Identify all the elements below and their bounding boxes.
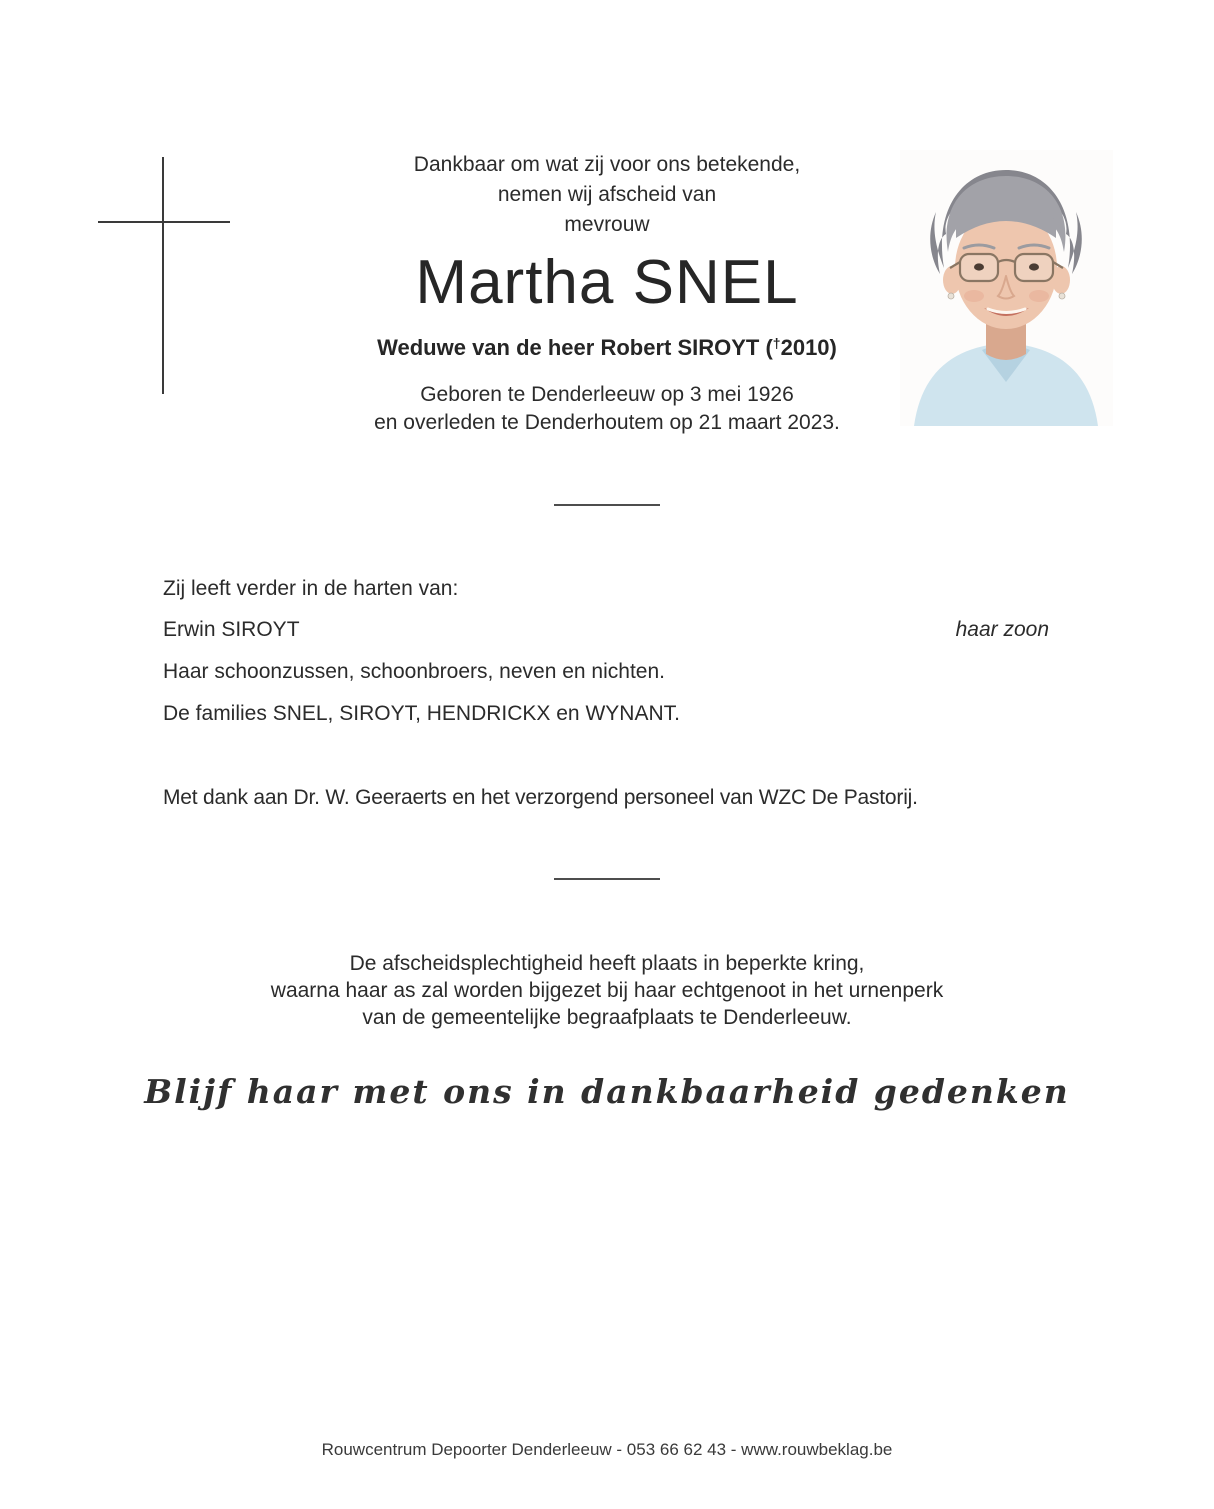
- life-dates: [0, 381, 1214, 437]
- ceremony-text: [0, 950, 1214, 1031]
- widow-line: [0, 335, 1214, 361]
- funeral-home-footer: Rouwcentrum Depoorter Denderleeuw - 053 66 62 43 - www.rouwbeklag.be: [321, 1440, 893, 1459]
- survivors-intro: Zij leeft verder in de harten van:: [163, 577, 459, 600]
- closing-line: Blijf haar met ons in dankbaarheid gedenken: [144, 1072, 1070, 1111]
- widow-line-suffix: 2010): [780, 335, 837, 360]
- thanks-line: Met dank aan Dr. W. Geeraerts en het verzorgend personeel van WZC De Pastorij.: [163, 786, 918, 809]
- survivors-families-line: De families SNEL, SIROYT, HENDRICKX en WYNANT.: [163, 702, 680, 725]
- intro-line-2: nemen wij afscheid van: [497, 183, 717, 206]
- ceremony-line-3: van de gemeentelijke begraafplaats te Denderleeuw.: [362, 1006, 852, 1029]
- survivor-row: [163, 618, 1049, 642]
- survivor-relation: haar zoon: [955, 618, 1049, 641]
- died-line: en overleden te Denderhoutem op 21 maart 2023.: [374, 411, 840, 434]
- divider-bottom: [554, 878, 660, 880]
- ceremony-line-1: De afscheidsplechtigheid heeft plaats in beperkte kring,: [349, 952, 865, 975]
- intro-line-1: Dankbaar om wat zij voor ons betekende,: [413, 153, 801, 176]
- survivor-name: Erwin SIROYT: [163, 618, 300, 641]
- ceremony-line-2: waarna haar as zal worden bijgezet bij haar echtgenoot in het urnenperk: [270, 979, 944, 1002]
- deceased-name: Martha SNEL: [415, 248, 799, 317]
- dagger-symbol: †: [772, 335, 781, 351]
- widow-line-prefix: Weduwe van de heer Robert SIROYT (: [377, 335, 773, 360]
- survivors-relatives-line: Haar schoonzussen, schoonbroers, neven en nichten.: [163, 660, 665, 683]
- intro-line-3: mevrouw: [564, 213, 650, 236]
- born-line: Geboren te Denderleeuw op 3 mei 1926: [420, 383, 794, 406]
- intro-text: [0, 150, 1214, 240]
- divider-top: [554, 504, 660, 506]
